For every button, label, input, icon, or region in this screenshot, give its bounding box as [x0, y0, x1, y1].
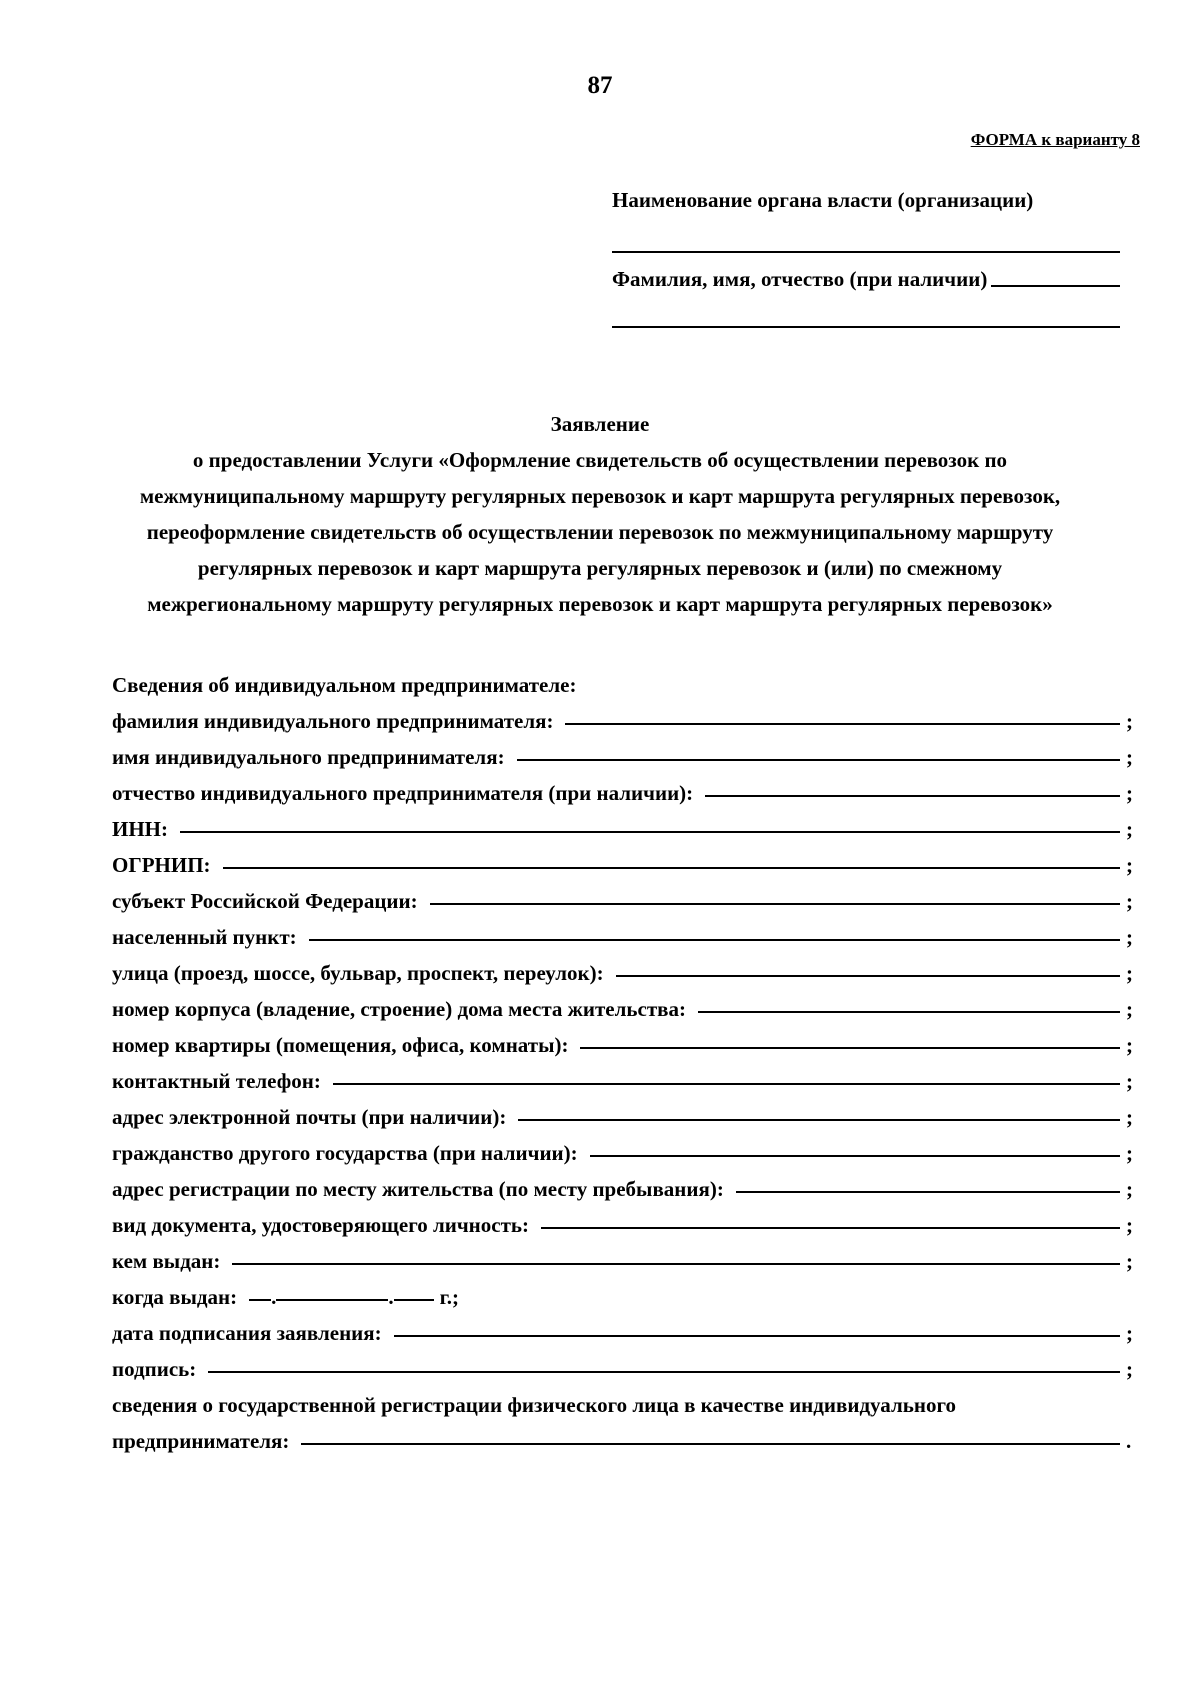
field-end: ; [1126, 1069, 1133, 1093]
field-input-line[interactable] [616, 975, 1120, 977]
field-input-line[interactable] [565, 723, 1120, 725]
field-input-line[interactable] [430, 903, 1120, 905]
field-input-line[interactable] [736, 1191, 1120, 1193]
field-label: улица (проезд, шоссе, бульвар, проспект, переулок): [112, 961, 604, 985]
fio-line[interactable] [991, 285, 1120, 287]
field-end: ; [1126, 1141, 1133, 1165]
org-label: Наименование органа власти (организации) [612, 188, 1034, 212]
field-label: когда выдан: [112, 1285, 238, 1309]
addressee-block [612, 188, 1120, 328]
field-label: контактный телефон: [112, 1069, 321, 1093]
field-end: ; [1126, 997, 1133, 1021]
title-heading: Заявление [550, 412, 650, 436]
field-row-inn [112, 806, 1136, 842]
field-row-id-document [112, 1202, 1136, 1238]
field-row-apartment [112, 1022, 1136, 1058]
year-input-line[interactable] [394, 1299, 434, 1301]
field-end: ; [1126, 1357, 1133, 1381]
form-reference: ФОРМА к варианту 8 [970, 130, 1140, 149]
field-input-line[interactable] [333, 1083, 1120, 1085]
field-end: ; [1126, 745, 1133, 769]
field-label: отчество индивидуального предпринимателя (при наличии): [112, 781, 694, 805]
field-input-line[interactable] [517, 759, 1120, 761]
field-row-issued-when [112, 1274, 1136, 1310]
field-end: ; [1126, 1213, 1133, 1237]
field-input-line[interactable] [541, 1227, 1120, 1229]
field-end: ; [1126, 889, 1133, 913]
registration-text-row [112, 1382, 1136, 1418]
field-row-locality [112, 914, 1136, 950]
field-end: ; [1126, 853, 1133, 877]
page-number: 87 [587, 72, 613, 99]
field-label: субъект Российской Федерации: [112, 889, 418, 913]
field-row-street [112, 950, 1136, 986]
applicant-fields [112, 662, 1136, 1454]
field-row-building [112, 986, 1136, 1022]
field-end: ; [1126, 709, 1133, 733]
field-row-issued-by [112, 1238, 1136, 1274]
title-line: регулярных перевозок и карт маршрута регулярных перевозок и (или) по смежному [197, 556, 1003, 580]
field-input-line[interactable] [232, 1263, 1120, 1265]
field-input-line[interactable] [301, 1443, 1120, 1445]
title-line: о предоставлении Услуги «Оформление свидетельств об осуществлении перевозок по [192, 448, 1008, 472]
field-row-phone [112, 1058, 1136, 1094]
field-input-line[interactable] [580, 1047, 1120, 1049]
date-separator: . [271, 1285, 277, 1309]
fio-label: Фамилия, имя, отчество (при наличии) [612, 267, 988, 291]
title-line: межрегиональному маршруту регулярных перевозок и карт маршрута регулярных перевозок» [147, 592, 1053, 616]
field-row-registration-address [112, 1166, 1136, 1202]
field-row-surname [112, 698, 1136, 734]
field-label: гражданство другого государства (при наличии): [112, 1141, 578, 1165]
field-label: подпись: [112, 1357, 197, 1381]
field-row-sign-date [112, 1310, 1136, 1346]
date-separator: . [388, 1285, 394, 1309]
field-label: ОГРНИП: [112, 853, 211, 877]
field-row-citizenship [112, 1130, 1136, 1166]
registration-text: сведения о государственной регистрации физического лица в качестве индивидуального [112, 1393, 956, 1417]
fio-line-2[interactable] [612, 326, 1120, 328]
section-title-row [112, 662, 1136, 698]
field-input-line[interactable] [698, 1011, 1120, 1013]
field-input-line[interactable] [309, 939, 1120, 941]
field-row-name [112, 734, 1136, 770]
field-row-signature [112, 1346, 1136, 1382]
section-title: Сведения об индивидуальном предпринимателе: [112, 673, 577, 697]
field-end: ; [1126, 1105, 1133, 1129]
field-row-registration [112, 1418, 1136, 1454]
field-row-patronymic [112, 770, 1136, 806]
field-input-line[interactable] [180, 831, 1120, 833]
year-suffix: г.; [439, 1285, 460, 1309]
field-input-line[interactable] [518, 1119, 1120, 1121]
field-label: предпринимателя: [112, 1429, 290, 1453]
field-input-line[interactable] [394, 1335, 1120, 1337]
signature-input-line[interactable] [208, 1371, 1120, 1373]
field-end: ; [1126, 1033, 1133, 1057]
day-input-line[interactable] [249, 1299, 271, 1301]
field-end: ; [1126, 1321, 1133, 1345]
field-input-line[interactable] [590, 1155, 1120, 1157]
field-label: имя индивидуального предпринимателя: [112, 745, 505, 769]
field-end: ; [1126, 1177, 1133, 1201]
field-input-line[interactable] [705, 795, 1120, 797]
field-label: ИНН: [112, 817, 168, 841]
title-line: межмуниципальному маршруту регулярных перевозок и карт маршрута регулярных перевозок, [139, 484, 1061, 508]
field-label: номер корпуса (владение, строение) дома места жительства: [112, 997, 686, 1021]
field-row-ogrnip [112, 842, 1136, 878]
field-label: адрес регистрации по месту жительства (по месту пребывания): [112, 1177, 724, 1201]
field-end: ; [1126, 781, 1133, 805]
field-label: фамилия индивидуального предпринимателя: [112, 709, 554, 733]
field-end: ; [1126, 1249, 1133, 1273]
field-label: кем выдан: [112, 1249, 221, 1273]
field-row-email [112, 1094, 1136, 1130]
field-row-region [112, 878, 1136, 914]
field-input-line[interactable] [223, 867, 1120, 869]
title-line: переоформление свидетельств об осуществлении перевозок по межмуниципальному маршруту [146, 520, 1054, 544]
field-label: населенный пункт: [112, 925, 297, 949]
field-end: . [1126, 1429, 1132, 1453]
field-label: номер квартиры (помещения, офиса, комнаты): [112, 1033, 569, 1057]
field-label: адрес электронной почты (при наличии): [112, 1105, 507, 1129]
month-input-line[interactable] [276, 1299, 388, 1301]
field-end: ; [1126, 925, 1133, 949]
field-end: ; [1126, 817, 1133, 841]
fio-row [612, 267, 1120, 292]
field-label: вид документа, удостоверяющего личность: [112, 1213, 530, 1237]
field-end: ; [1126, 961, 1133, 985]
document-title [100, 406, 1100, 622]
org-line[interactable] [612, 251, 1120, 253]
field-label: дата подписания заявления: [112, 1321, 382, 1345]
